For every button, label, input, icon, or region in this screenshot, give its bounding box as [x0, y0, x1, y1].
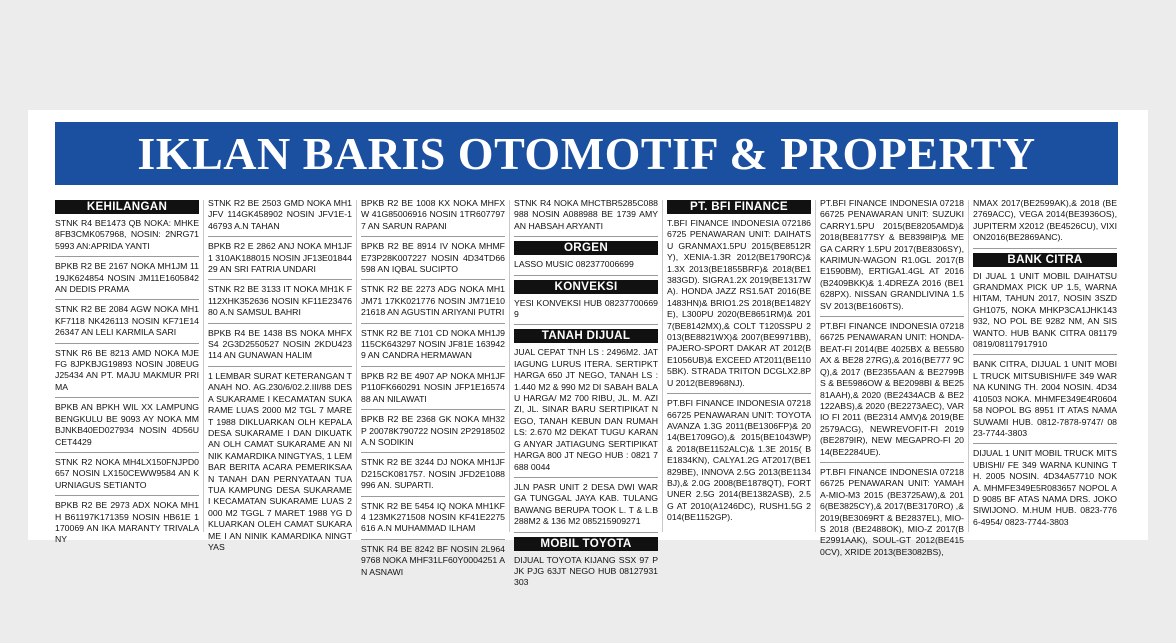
classified-ad: STNK R2 BE 3244 DJ NOKA MH1JF D215CK081757. NOSIN JFD2E1088996 AN. SUPARTI. [361, 457, 505, 496]
ad-column [55, 198, 199, 545]
classified-ad: BPKB R2 BE 4907 AP NOKA MH1JFP110FK660291 NOSIN JFP1E1657488 AN NILAWATI [361, 371, 505, 410]
classified-ad: STNK R4 BE 8242 BF NOSIN 2L9649768 NOKA MHF31LF60Y0004251 AN ASNAWI [361, 543, 505, 577]
column-divider [356, 200, 357, 532]
section-header: MOBIL TOYOTA [514, 537, 658, 551]
column-divider [815, 200, 816, 532]
ad-column [208, 198, 352, 552]
classified-ad: STNK R2 BE 7101 CD NOKA MH1J9115CK643297 NOSIN JF81E 1639429 AN CANDRA HERMAWAN [361, 328, 505, 367]
classified-ad: STNK R2 BE 2084 AGW NOKA MH1KF7118 NK426113 NOSIN KF71E1426347 AN LELI KARMILA SARI [55, 304, 199, 343]
classified-ad: BPKB R2 BE 2167 NOKA MH1JM 1119JK624854 NOSIN JM11E1605842 AN DEDIS PRAMA [55, 261, 199, 300]
section-header: BANK CITRA [973, 253, 1117, 267]
classified-ad: BPKB R2 E 2862 ANJ NOKA MH1JF1 310AK188015 NOSIN JF13E0184429 AN SRI FATRIA UNDARI [208, 241, 352, 280]
classified-ad: BANK CITRA, DIJUAL 1 UNIT MOBIL TRUCK MITSUBISHI/FE 349 WARNA KUNING TH. 2004 NOSIN. 4D34410503 NOKA. MHMFE349E4R060458 NOPOL BG 8951 IT ATAS NAMA SUWAMI HUB. 0812-7878-9747/ 0823-7744-3803 [973, 359, 1117, 444]
classified-ad: STNK R2 BE 2273 ADG NOKA MH1JM71 17KK021776 NOSIN JM71E1021618 AN AGUSTIN ARIYANI PUTRI [361, 284, 505, 323]
classified-ad: JLN PASR UNIT 2 DESA DWI WARGA TUNGGAL JAYA KAB. TULANG BAWANG BERUPA TOOK L. T & L.B 288M2 & 136 M2 085215909271 [514, 482, 658, 533]
newspaper-page [28, 110, 1148, 588]
page-banner-title: IKLAN BARIS OTOMOTIF & PROPERTY [55, 122, 1118, 185]
classified-ad: T.BFI FINANCE INDONESIA 0721866725 PENAWARAN UNIT: DAIHATSU GRANMAX1.5PU 2015(BE8512RY), XENIA-1.3R 2012(BE1790RC)& 1.3X 2013(BE1855BRF)& 2018(BE1383GD). SIGRA1.2X 2019(BE1317WA). HONDA JAZZ RS1.5AT 2016(BE1483HN)& BRIO1.2S 2018(BE1482YE), L300PU 2020(BE8651RM)& 2017(BE8142MX),& COLT T120SSPU 2013(BE8821WX)& 2007(BE9971BB), PAJERO-SPORT DAKAR AT 2012(BE1056UB)& EXCEED AT2011(BE1105BK). STRADA TRITON DCGLX2.8PU 2012(BE8968NJ). [667, 218, 811, 394]
column-divider [203, 200, 204, 532]
section-header: KEHILANGAN [55, 200, 199, 214]
classified-ad: BPKB R4 BE 1438 BS NOKA MHFXS4 2G3D2550527 NOSIN 2KDU423114 AN GUNAWAN HALIM [208, 328, 352, 367]
classified-ad: STNK R2 BE 3133 IT NOKA MH1K F112XHK352636 NOSIN KF11E2347680 A.N SAMSUL BAHRI [208, 284, 352, 323]
section-header: TANAH DIJUAL [514, 329, 658, 343]
column-divider [968, 200, 969, 532]
classified-ad: BPKB AN BPKH WIL XX LAMPUNG BENGKULU BE 9093 AY NOKA MMBJNKB40ED027934 NOSIN 4D56UCET4429 [55, 402, 199, 453]
column-divider [509, 200, 510, 532]
classified-ad: PT.BFI FINANCE INDONESIA 0721866725 PENAWARAN UNIT: TOYOTA AVANZA 1.3G 2011(BE1306FP)& 2014(BE1709GO),& 2015(BE1043WP)& 2018(BE1152ALC)& 1.3E 2015( BE1834KN), CALYA1.2G AT2017(BE1829BE), INNOVA 2.5G 2013(BE1134BJ),& 2.0G 2008(BE1878QT), FORTUNER 2.5G 2014(BE1382ASB), 2.5G AT 2010(A1246DC), RUSH1.5G 2014(BE1152GP). [667, 398, 811, 523]
classified-ad: 1 LEMBAR SURAT KETERANGAN TANAH NO. AG.230/6/02.2.III/88 DESA SUKARAME I KECAMATAN SUKARAME LUAS 2000 M2 TGL 7 MARET 1988 DIKLUARKAN OLH KEPALA DESA SUKARAME I DAN DIKUATKAN OLH CAMAT SUKARAME AN NINIK KAMARDIKA NINGTYAS, 1 LEMBAR BERITA ACARA PEMERIKSAAN TANAH DAN PERNYATAAN TUA TUA KAMPUNG DESA SUKARAME I KECAMATAN SUKARAME LUAS 2000 M2 TGGL 7 MARET 1988 YG DKLUARKAN OLEH CAMAT SUKARAME I AN NINIK KAMARDIKA NINGTYAS [208, 370, 352, 552]
ad-column [820, 198, 964, 557]
classified-ad: NMAX 2017(BE2599AK),& 2018 (BE2769ACC), VEGA 2014(BE3936OS), JUPITERM X2012 (BE4526CU), VIXION2016(BE2869ANC). [973, 198, 1117, 249]
classified-ad: BPKB R2 BE 2368 GK NOKA MH32P 20078K790722 NOSIN 2P2918502 A.N SODIKIN [361, 414, 505, 453]
classified-ad: BPKB R2 BE 8914 IV NOKA MHMF E73P28K007227 NOSIN 4D34TD66598 AN IQBAL SUCIPTO [361, 241, 505, 280]
column-divider [662, 200, 663, 532]
ad-column [514, 198, 658, 588]
ad-column [973, 198, 1117, 536]
ad-column [667, 198, 811, 536]
classified-ad: STNK R6 BE 8213 AMD NOKA MJEFG 8JPKBJG19893 NOSIN J08EUGJ25434 AN PT. MAJU MAKMUR PRIMA [55, 348, 199, 399]
classified-ad: PT.BFI FINANCE INDONESIA 0721866725 PENAWARAN UNIT: YAMAHA-MIO-M3 2015 (BE3725AW),& 2016(BE3825CY),& 2017(BE3170RO) ,& 2019(BE3069RT & BE2837EL), MIO-S 2018 (BE2488OK), MIO-Z 2017(BE2991AAK), SOUL-GT 2012(BE4150CV), XRIDE 2013(BE3082BS), [820, 466, 964, 557]
classified-ad: STNK R2 BE 2503 GMD NOKA MH1JFV 114GK458902 NOSIN JFV1E-146793 A.N TAHAN [208, 198, 352, 237]
classified-ad: LASSO MUSIC 082377006699 [514, 259, 658, 275]
section-header: ORGEN [514, 241, 658, 255]
classified-ad: BPKB R2 BE 2973 ADX NOKA MH1H B61197K171359 NOSIN HB61E 1170069 AN IKA MARANTY TRIVALANY [55, 500, 199, 545]
classified-ad: STNK R4 NOKA MHCTBR5285C088988 NOSIN A088988 BE 1739 AMY AN HABSAH ARYANTI [514, 198, 658, 237]
classified-ad: DIJUAL TOYOTA KIJANG SSX 97 PJK PJG 63JT NEGO HUB 08127931303 [514, 554, 658, 588]
section-header: KONVEKSI [514, 280, 658, 294]
classified-ad: PT.BFI FINANCE INDONESIA 0721866725 PENAWARAN UNIT: HONDA-BEAT-FI 2014(BE 4025BX & BE5580AX & BE28 27RG),& 2016(BE777 9CQ),& 2017 (BE2355AAN & BE2799BS & BE5986OW & BE2098BI & BE2581AAH),& 2020 (BE2434ACB & BE2122ABS),& 2020 (BE2273AEC), VARIO FI 2011 (BE2314 AMV)& 2019(BE2579ACG), NEWREVOFIT-FI 2019(BE2879IR), NEW MEGAPRO-FI 2014(BE2284UE). [820, 321, 964, 463]
classified-ad: STNK R4 BE1473 QB NOKA: MHKE 8FB3CMK057968, NOSIN: 2NRG715993 AN:APRIDA YANTI [55, 218, 199, 257]
classified-ad: DI JUAL 1 UNIT MOBIL DAIHATSU GRANDMAX PICK UP 1.5, WARNA HITAM, TAHUN 2017, NOSIN 3SZDGH1075, NOKA MHKP3CA1JHK143932, NO POL BE 9282 NM, AN SISWANTO. HUB BANK CITRA 0811790819/08117917910 [973, 271, 1117, 356]
classified-ad: STNK R2 NOKA MH4LX150FNJPD0657 NOSIN LX150CEWW9584 AN KURNIAGUS SETIANTO [55, 457, 199, 496]
classified-ad: PT.BFI FINANCE INDONESIA 0721866725 PENAWARAN UNIT: SUZUKI CARRY1.5PU 2015(BE8205AMD)& 2018(BE8177SY & BE8398IP)& MEGA CARRY 1.5PU 2017(BE8306SY), KARIMUN-WAGON R1.0GL 2017(BE1590BM), ERTIGA1.4GL AT 2016(B2409BKK)& 1.4DREZA 2016 (BE1628PX). NISSAN GRANDLIVINA 1.5SV 2013(BE1606TS). [820, 198, 964, 317]
classified-ad: STNK R2 BE 5454 IQ NOKA MH1KF4 123MK271508 NOSIN KF41E2275616 A.N MUHAMMAD ILHAM [361, 501, 505, 540]
section-header: PT. BFI FINANCE [667, 200, 811, 214]
classified-ad: BPKB R2 BE 1008 KX NOKA MHFXW 41G85006916 NOSIN 1TR6077977 AN SARUN RAPANI [361, 198, 505, 237]
classified-ad: JUAL CEPAT TNH LS : 2496M2. JATIAGUNG LURUS ITERA. SERTIPKT HARGA 650 JT NEGO, TANAH LS : 1.440 M2 & 990 M2 DI SABAH BALAU HARGA/ M2 700 RIBU, JL. M. AZIZI, JL. SINAR BARU SERTIPIKAT NEGO, TANAH KEBUN DAN RUMAH LS: 2.670 M2 DEKAT TUGU KARANG ANYAR JATIAGUNG SERTIPIKAT HARGA 800 JT NEGO HUB : 0821 7688 0044 [514, 347, 658, 477]
classified-ad: DIJUAL 1 UNIT MOBIL TRUCK MITSUBISHI/ FE 349 WARNA KUNING TH. 2005 NOSIN. 4D34A57710 NOKA. MHMFE349E5R083657 NOPOL AD 9085 BF ATAS NAMA DRS. JOKO SIWIJONO. M.HUM HUB. 0823-7766-4954/ 0823-7744-3803 [973, 448, 1117, 527]
ad-column [361, 198, 505, 577]
classified-ad: YESI KONVEKSI HUB 082377006699 [514, 298, 658, 326]
